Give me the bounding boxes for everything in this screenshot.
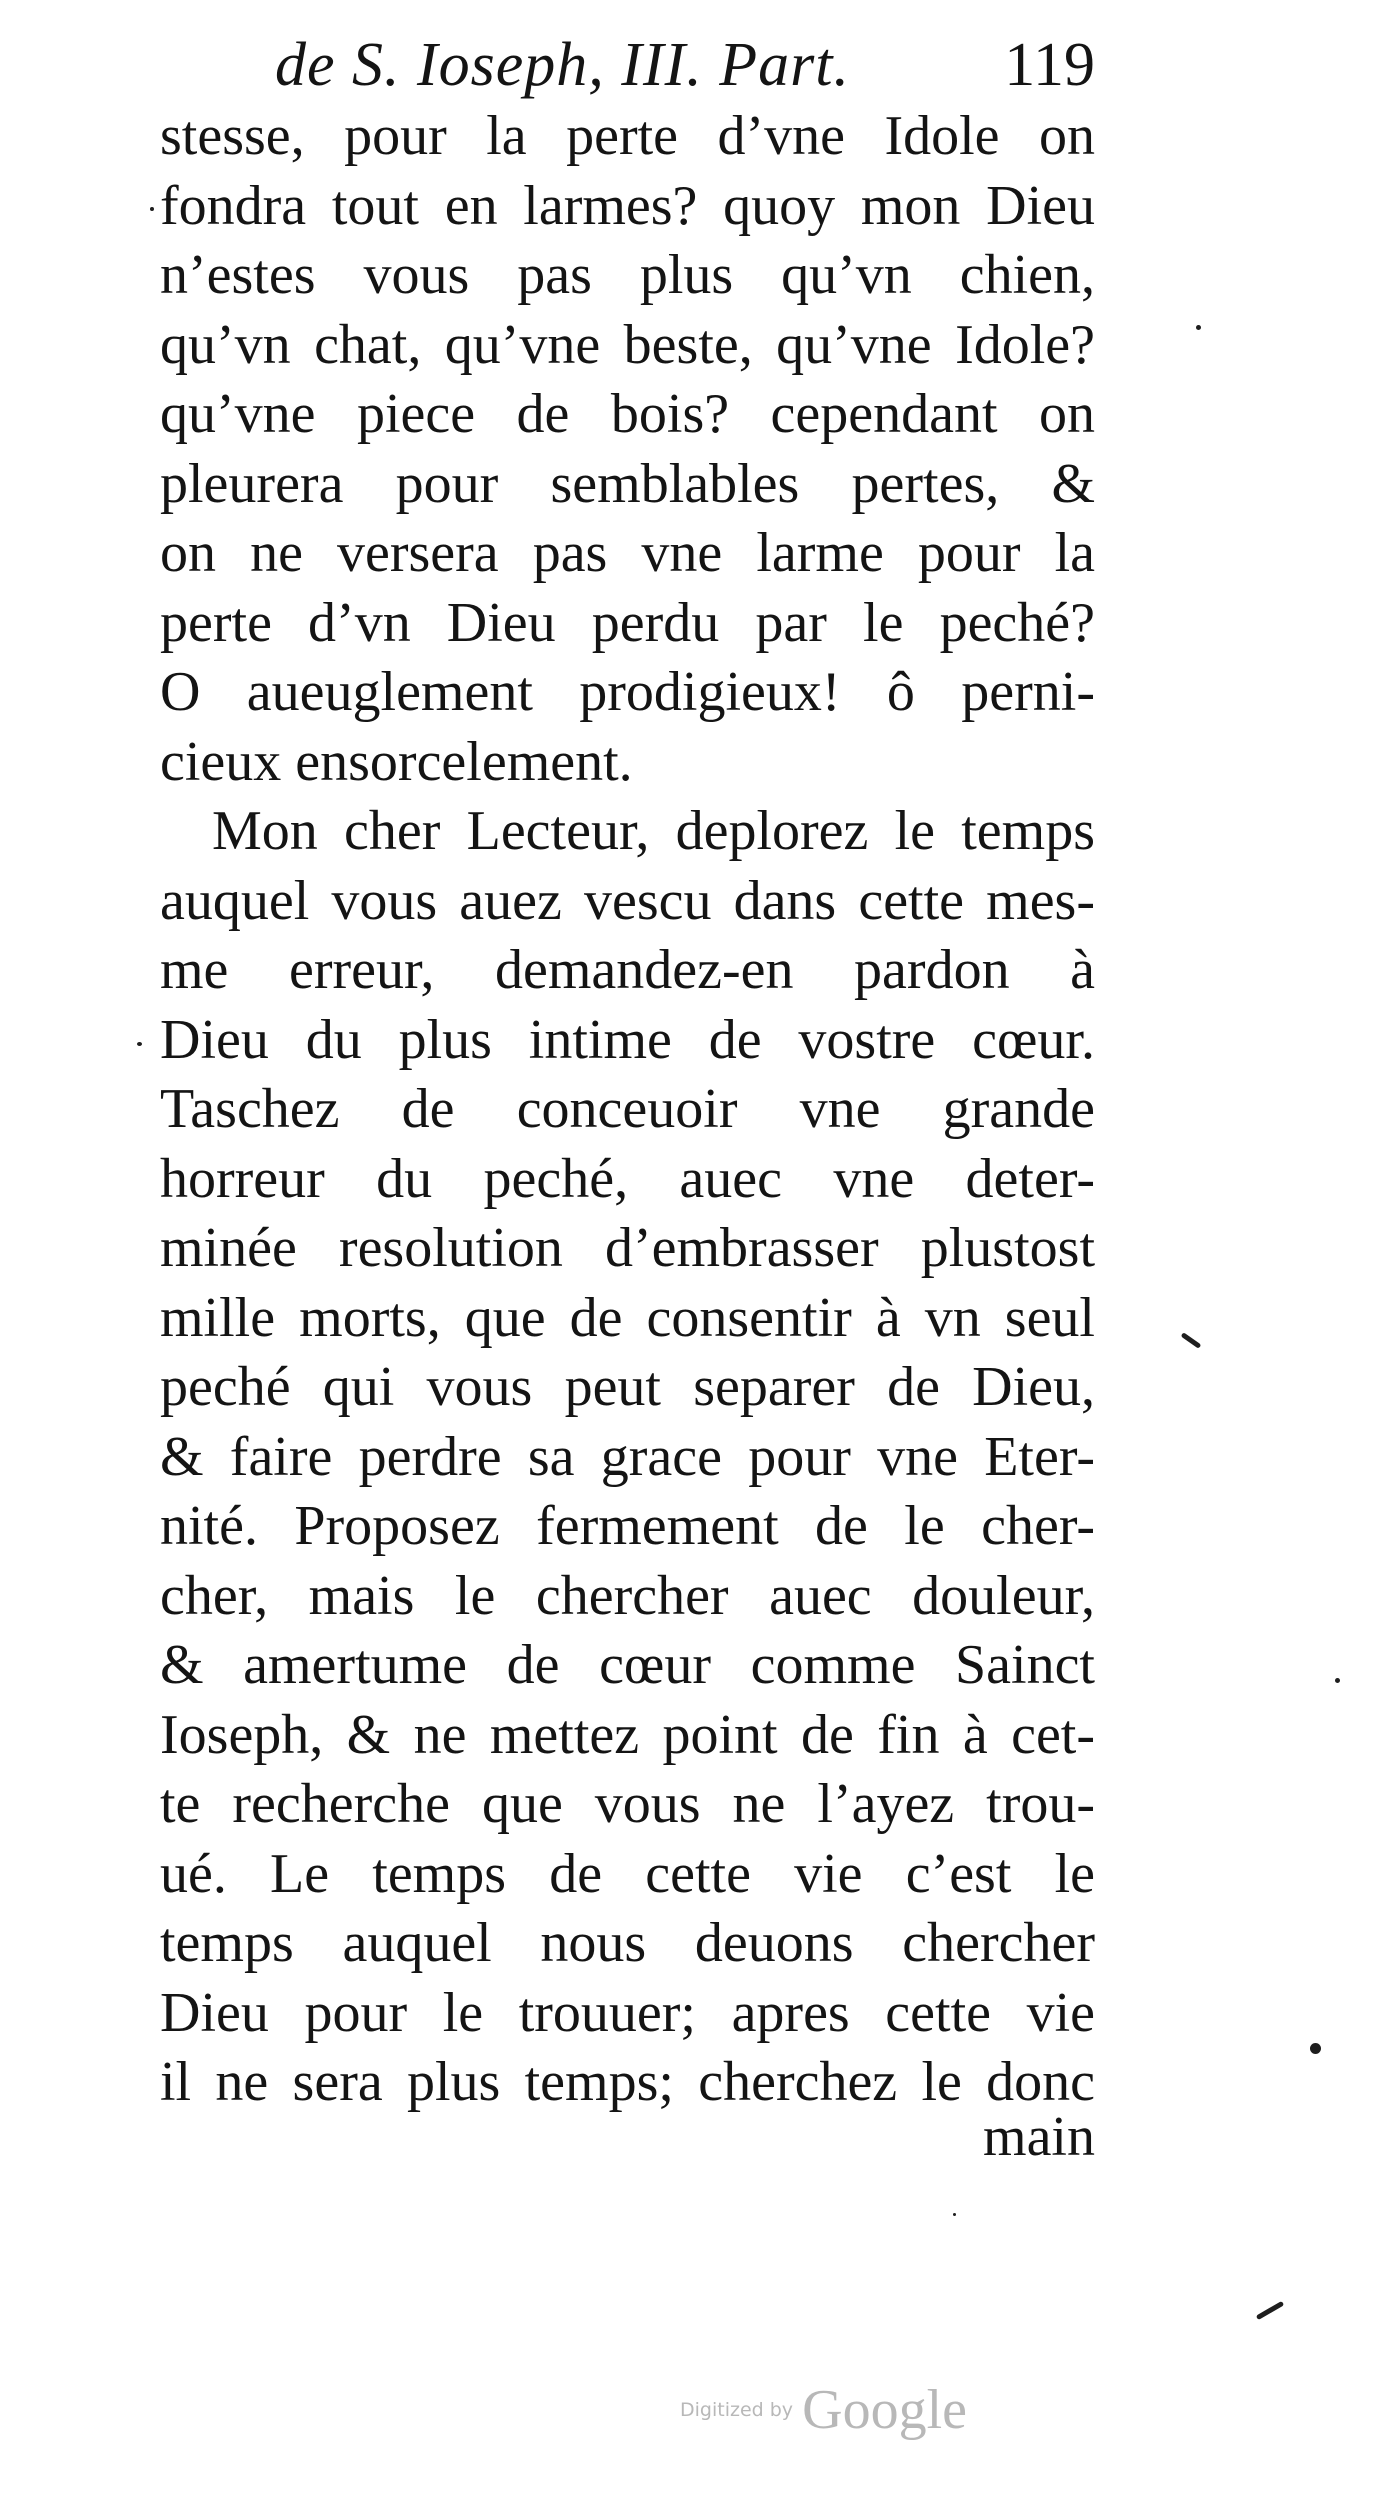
ink-speck	[1196, 325, 1201, 330]
text-line: qu’vne piece de bois? cependant on	[160, 383, 1095, 445]
ink-speck	[150, 207, 154, 211]
page-number: 119	[1004, 31, 1095, 99]
catchword: main	[983, 2106, 1095, 2168]
paragraph-1	[160, 102, 1095, 797]
text-line: Dieu pour le trouuer; apres cette vie	[160, 1981, 1095, 2044]
ink-speck	[1310, 2043, 1321, 2054]
google-logo: Google	[802, 2379, 967, 2441]
text-line: peché qui vous peut separer de Dieu,	[160, 1356, 1095, 1418]
text-line: Mon cher Lecteur, deplorez le temps	[212, 800, 1095, 862]
text-line: & amertume de cœur comme Sainct	[160, 1634, 1095, 1696]
text-line: O aueuglement prodigieux! ô perni-	[160, 661, 1095, 723]
text-line: il ne sera plus temps; cherchez le donc	[160, 2051, 1095, 2113]
ink-speck	[1256, 2301, 1284, 2320]
text-line: cieux ensorcelement.	[160, 730, 633, 793]
text-line: temps auquel nous deuons chercher	[160, 1912, 1095, 1974]
text-line: auquel vous auez vescu dans cette mes-	[160, 869, 1095, 932]
text-line: on ne versera pas vne larme pour la	[160, 522, 1095, 584]
paragraph-2	[160, 797, 1095, 2118]
ink-speck	[1335, 1678, 1340, 1683]
text-line: n’estes vous pas plus qu’vn chien,	[160, 244, 1095, 306]
ink-speck	[137, 1042, 142, 1046]
digitized-by-label: Digitized by	[680, 2399, 794, 2421]
text-line: fondra tout en larmes? quoy mon Dieu	[160, 174, 1095, 237]
text-line: nité. Proposez fermement de le cher-	[160, 1495, 1095, 1557]
text-line: Ioseph, & ne mettez point de fin à cet-	[160, 1703, 1095, 1766]
ink-speck	[1181, 1332, 1202, 1349]
text-line: perte d’vn Dieu perdu par le peché?	[160, 591, 1095, 654]
text-line: me erreur, demandez-en pardon à	[160, 939, 1095, 1001]
text-line: cher, mais le chercher auec douleur,	[160, 1564, 1095, 1627]
text-line: te recherche que vous ne l’ayez trou-	[160, 1773, 1095, 1835]
text-line: minée resolution d’embrasser plustost	[160, 1217, 1095, 1279]
digitized-watermark	[680, 2378, 967, 2442]
body-text	[160, 102, 1095, 2118]
text-line: & faire perdre sa grace pour vne Eter-	[160, 1425, 1095, 1488]
text-line: Taschez de conceuoir vne grande	[160, 1078, 1095, 1140]
running-title: de S. Ioseph, III. Part.	[275, 31, 850, 99]
text-line: ué. Le temps de cette vie c’est le	[160, 1842, 1095, 1905]
text-line: horreur du peché, auec vne deter-	[160, 1147, 1095, 1210]
text-line: qu’vn chat, qu’vne beste, qu’vne Idole?	[160, 313, 1095, 376]
text-line: mille morts, que de consentir à vn seul	[160, 1286, 1095, 1349]
ink-speck	[953, 2213, 956, 2216]
text-line: Dieu du plus intime de vostre cœur.	[160, 1008, 1095, 1071]
text-line: stesse, pour la perte d’vne Idole on	[160, 105, 1095, 167]
text-line: pleurera pour semblables pertes, &	[160, 452, 1095, 515]
